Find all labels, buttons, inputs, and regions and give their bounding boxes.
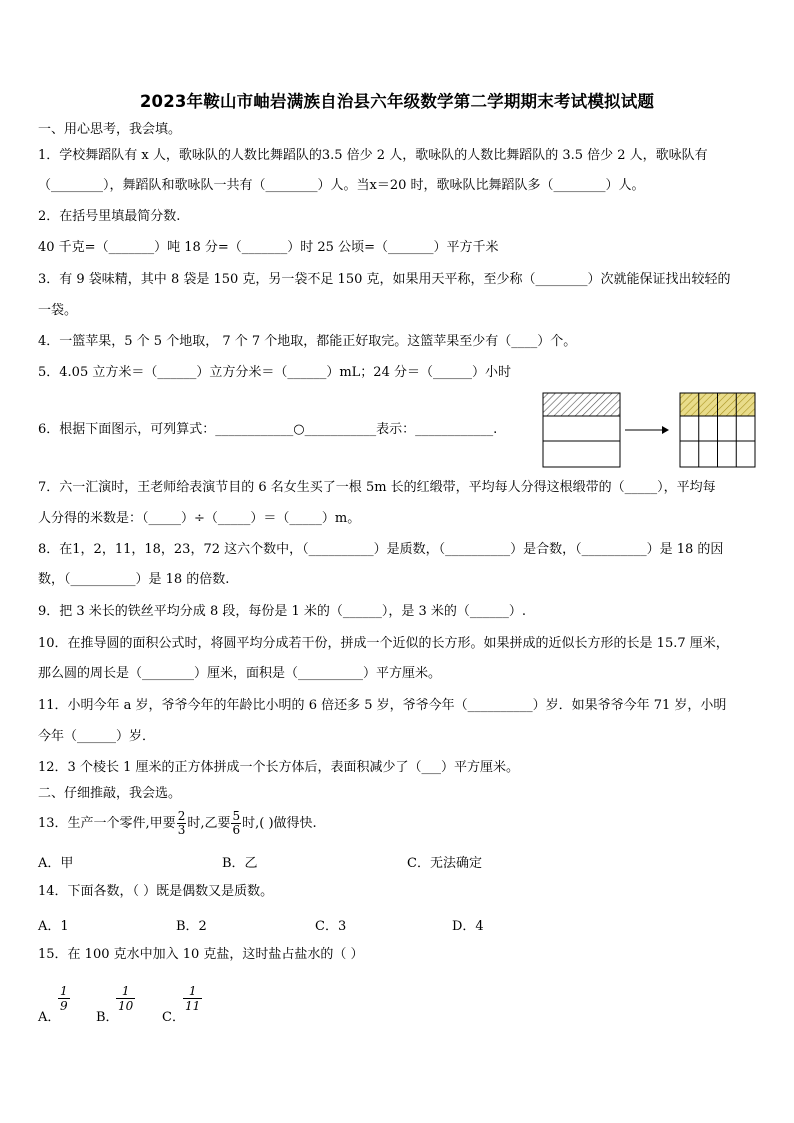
question-11-line-1: 11．小明今年 a 岁，爷爷今年的年龄比小明的 6 倍还多 5 岁，爷爷今年（__________）岁．如果爷爷今年 71 岁，小明: [38, 698, 727, 713]
question-4: 4．一篮苹果，5 个 5 个地取， 7 个 7 个地取，都能正好取完。这篮苹果至少有（____）个。: [38, 334, 577, 349]
fraction-denominator: 3: [177, 823, 186, 837]
question-13-text-pre: 13．生产一个零件,甲要: [38, 816, 176, 831]
question-1-line-1: 1．学校舞蹈队有 x 人，歌咏队的人数比舞蹈队的3.5 倍少 2 人，歌咏队的人数比舞蹈队的 3.5 倍少 2 人，歌咏队有: [38, 148, 708, 163]
question-14-stem: 14．下面各数，（ ）既是偶数又是质数。: [38, 884, 274, 899]
question-1-line-2: （________），舞蹈队和歌咏队一共有（________）人。当x＝20 时，歌咏队比舞蹈队多（________）人。: [38, 178, 645, 193]
question-10-line-2: 那么圆的周长是（________）厘米，面积是（__________）平方厘米。: [38, 666, 442, 681]
question-15-option-c[interactable]: C．: [162, 1010, 185, 1025]
question-9: 9．把 3 米长的铁丝平均分成 8 段，每份是 1 米的（______），是 3 米的（______）.: [38, 604, 527, 619]
fraction-denominator: 6: [232, 823, 241, 837]
fraction-denominator: 10: [118, 999, 134, 1013]
question-8-line-1: 8．在1，2，11，18，23，72 这六个数中，（__________）是质数，（__________）是合数，（__________）是 18 的因: [38, 542, 724, 557]
fraction-numerator: 5: [232, 809, 241, 823]
question-11-line-2: 今年（______）岁．: [38, 729, 156, 744]
question-15-option-b[interactable]: B．: [96, 1010, 119, 1025]
fraction-numerator: 1: [183, 984, 202, 999]
question-2-line-2: 40 千克=（_______）吨 18 分=（_______）时 25 公顷=（_______）平方千米: [38, 240, 499, 255]
fraction-denominator: 11: [185, 999, 201, 1013]
question-15-option-a[interactable]: A．: [38, 1010, 61, 1025]
fraction-numerator: 1: [60, 984, 68, 998]
question-3-line-2: 一袋。: [38, 303, 78, 318]
section-2-heading: 二、仔细推敲，我会选。: [38, 786, 182, 801]
fraction-five-sixths: [231, 810, 241, 837]
question-14-option-a[interactable]: A．1: [38, 919, 69, 934]
question-13-text-mid: 时,乙要: [187, 816, 231, 831]
arrow-icon: [624, 424, 670, 436]
fraction-numerator: 2: [177, 809, 186, 823]
question-15-fraction-b: [116, 984, 135, 1013]
fraction-numerator: 1: [116, 984, 135, 999]
question-3-line-1: 3．有 9 袋味精，其中 8 袋是 150 克，另一袋不足 150 克，如果用天平称，至少称（________）次就能保证找出较轻的: [38, 272, 731, 287]
question-14-option-b[interactable]: B．2: [176, 919, 207, 934]
question-15-stem: 15．在 100 克水中加入 10 克盐，这时盐占盐水的（ ）: [38, 947, 364, 962]
page-title: 2023年鞍山市岫岩满族自治县六年级数学第二学期期末考试模拟试题: [139, 92, 655, 111]
question-13-option-b[interactable]: B．乙: [222, 856, 258, 871]
question-6-right-figure: [679, 392, 757, 470]
question-14-option-c[interactable]: C．3: [315, 919, 347, 934]
question-15-fraction-c: [183, 984, 202, 1013]
question-13-stem: [38, 807, 317, 841]
question-13-option-c[interactable]: C．无法确定: [407, 856, 482, 871]
fraction-denominator: 9: [60, 999, 68, 1013]
question-6-left-figure: [542, 392, 622, 470]
question-10-line-1: 10．在推导圆的面积公式时，将圆平均分成若干份，拼成一个近似的长方形。如果拼成的近似长方形的长是 15.7 厘米，: [38, 636, 729, 651]
question-7-line-2: 人分得的米数是：（_____）÷（_____）＝（_____）m。: [38, 511, 361, 526]
question-14-option-d[interactable]: D．4: [452, 919, 484, 934]
question-7-line-1: 7．六一汇演时，王老师给表演节目的 6 名女生买了一根 5m 长的红缎带，平均每人分得这根缎带的（_____），平均每: [38, 480, 716, 495]
question-12: 12．3 个棱长 1 厘米的正方体拼成一个长方体后，表面积减少了（___）平方厘米。: [38, 760, 519, 775]
section-1-heading: 一、用心思考，我会填。: [38, 122, 182, 137]
fraction-two-thirds: [177, 810, 187, 837]
question-5: 5．4.05 立方米＝（______）立方分米＝（______）mL；24 分＝（______）小时: [38, 365, 511, 380]
question-2-line-1: 2．在括号里填最简分数.: [38, 209, 181, 224]
question-8-line-2: 数，（__________）是 18 的倍数.: [38, 572, 230, 587]
question-15-fraction-a: [58, 984, 70, 1013]
question-6: 6．根据下面图示，可列算式：____________○___________表示：____________.: [38, 422, 498, 437]
question-13-text-post: 时,( )做得快.: [242, 816, 317, 831]
question-13-option-a[interactable]: A．甲: [38, 856, 74, 871]
